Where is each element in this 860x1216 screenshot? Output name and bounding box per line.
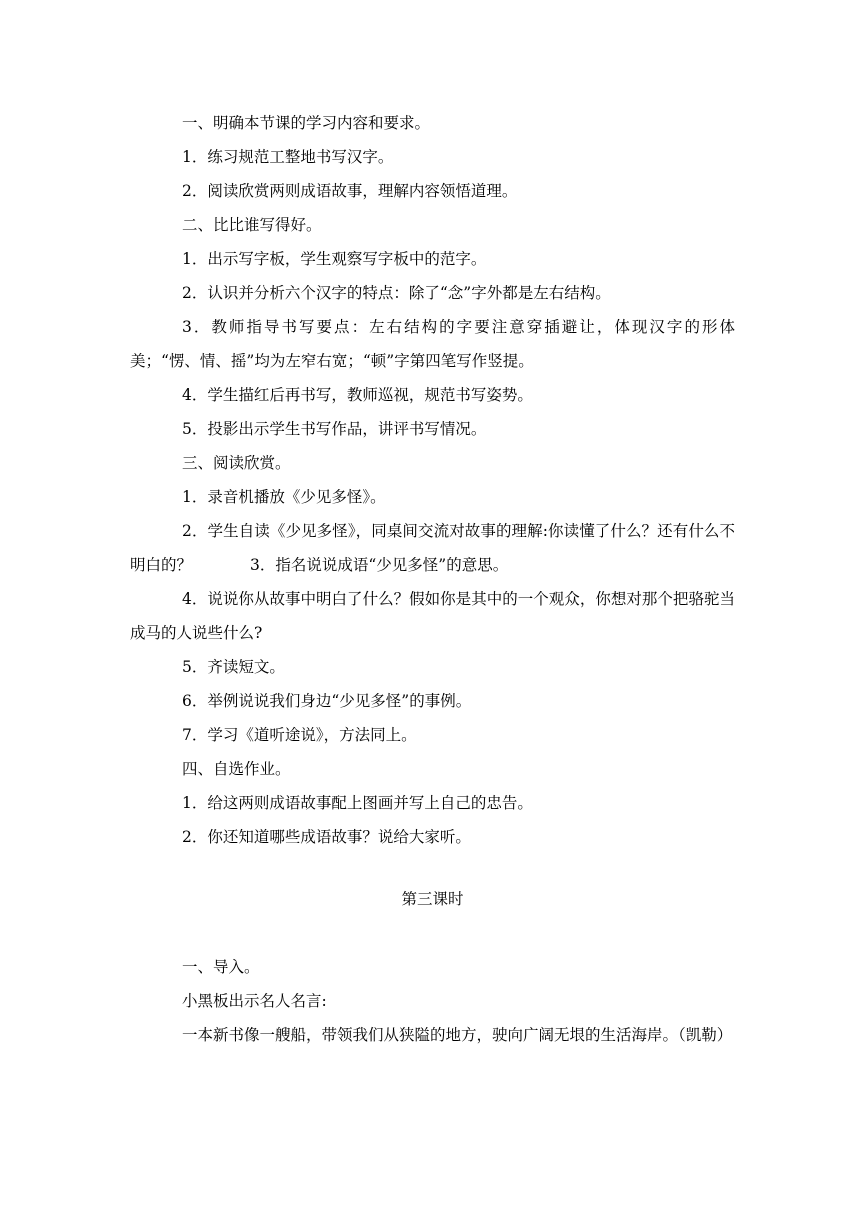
writing-step-4: 4．学生描红后再书写，教师巡视，规范书写姿势。 — [182, 386, 533, 404]
writing-step-2: 2．认识并分析六个汉字的特点：除了“念”字外都是左右结构。 — [182, 284, 611, 302]
goal-item-1: 1．练习规范工整地书写汉字。 — [182, 148, 394, 166]
heading-homework: 四、自选作业。 — [182, 760, 291, 778]
heading-clarify-goals: 一、明确本节课的学习内容和要求。 — [182, 114, 431, 132]
lesson-body-part-one — [130, 106, 735, 854]
writing-step-5: 5．投影出示学生书写作品，讲评书写情况。 — [182, 420, 487, 438]
reading-step-2: 2．学生自读《少见多怪》，同桌间交流对故事的理解:你读懂了什么？还有什么不明白的？ — [130, 522, 735, 574]
reading-step-7: 7．学习《道听途说》，方法同上。 — [182, 726, 417, 744]
heading-writing-contest: 二、比比谁写得好。 — [182, 216, 322, 234]
reading-step-2-3 — [130, 514, 735, 582]
heading-reading: 三、阅读欣赏。 — [182, 454, 291, 472]
blank-line — [130, 916, 735, 950]
quote-keller: 一本新书像一艘船，带领我们从狭隘的地方，驶向广阔无垠的生活海岸。（凯勒） — [182, 1026, 733, 1044]
heading-introduction: 一、导入。 — [182, 958, 260, 976]
writing-step-3: 3．教师指导书写要点：左右结构的字要注意穿插避让，体现汉字的形体美；“愣、情、摇”均为左窄右宽；“顿”字第四笔写作竖提。 — [130, 318, 735, 370]
reading-step-5: 5．齐读短文。 — [182, 658, 285, 676]
lesson-body-part-two — [130, 882, 735, 1052]
homework-item-2: 2．你还知道哪些成语故事？说给大家听。 — [182, 828, 471, 846]
reading-step-1: 1．录音机播放《少见多怪》。 — [182, 488, 386, 506]
blackboard-quote-intro: 小黑板出示名人名言: — [182, 992, 327, 1010]
goal-item-2: 2．阅读欣赏两则成语故事，理解内容领悟道理。 — [182, 182, 518, 200]
section-title-third-lesson: 第三课时 — [401, 890, 464, 908]
reading-step-4: 4．说说你从故事中明白了什么？假如你是其中的一个观众，你想对那个把骆驼当成马的人说些什么? — [130, 590, 735, 642]
homework-item-1: 1．给这两则成语故事配上图画并写上自己的忠告。 — [182, 794, 533, 812]
reading-step-6: 6．举例说说我们身边“少见多怪”的事例。 — [182, 692, 472, 710]
writing-step-1: 1．出示写字板，学生观察写字板中的范字。 — [182, 250, 487, 268]
reading-step-3: 3．指名说说成语“少见多怪”的意思。 — [250, 556, 509, 574]
